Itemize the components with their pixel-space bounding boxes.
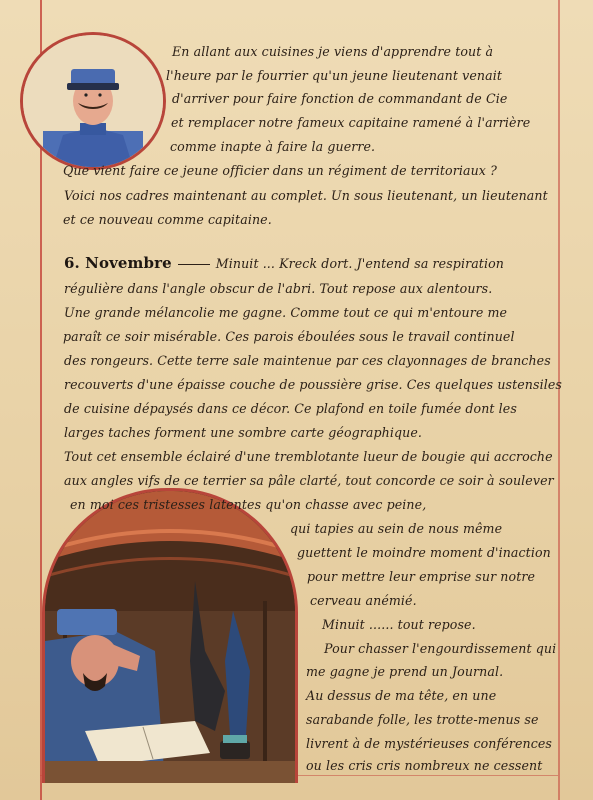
date-dash [178, 264, 210, 265]
text-line: Voici nos cadres maintenant au complet. Un sous lieutenant, un lieutenant [64, 188, 548, 203]
text-line: livrent à de mystérieuses conférences [306, 736, 552, 751]
text-line: et remplacer notre fameux capitaine ramené à l'arrière [171, 115, 531, 130]
text-line: En allant aux cuisines je viens d'apprendre tout à [172, 44, 494, 59]
text-line: guettent le moindre moment d'inaction [297, 545, 551, 560]
text-line: cerveau anémié. [310, 593, 417, 608]
text-line: Tout cet ensemble éclairé d'une tremblotante lueur de bougie qui accroche [64, 449, 553, 464]
soldier-portrait-illustration [20, 32, 166, 170]
entry-date: 6. Novembre [64, 254, 172, 272]
right-margin-line [558, 0, 560, 800]
entry-heading [64, 254, 504, 272]
text-line: sarabande folle, les trotte-menus se [306, 712, 539, 727]
text-line: et ce nouveau comme capitaine. [63, 212, 272, 227]
text-line: ou les cris cris nombreux ne cessent [306, 758, 543, 773]
text-line: Une grande mélancolie me gagne. Comme tout ce qui m'entoure me [64, 305, 508, 320]
text-line: larges taches forment une sombre carte géographique. [64, 425, 423, 440]
text-line: l'heure par le fourrier qu'un jeune lieutenant venait [166, 68, 503, 83]
text-line: aux angles vifs de ce terrier sa pâle clarté, tout concorde ce soir à soulever [64, 473, 554, 488]
text-line: comme inapte à faire la guerre. [170, 139, 376, 154]
text-line: qui tapies au sein de nous même [290, 521, 503, 536]
text-line: de cuisine dépaysés dans ce décor. Ce plafond en toile fumée dont les [64, 401, 517, 416]
text-line: régulière dans l'angle obscur de l'abri. Tout repose aux alentours. [64, 281, 493, 296]
text-line: en moi ces tristesses latentes qu'on chasse avec peine, [70, 497, 427, 512]
text-line: Au dessus de ma tête, en une [306, 688, 497, 703]
text-line: d'arriver pour faire fonction de commandant de Cie [172, 91, 508, 106]
text-line: pour mettre leur emprise sur notre [307, 569, 536, 584]
text-line: paraît ce soir misérable. Ces parois éboulées sous le travail continuel [63, 329, 515, 344]
entry-first-line: Minuit ... Kreck dort. J'entend sa respiration [215, 256, 504, 271]
text-line: Que vient faire ce jeune officier dans un régiment de territoriaux ? [63, 163, 497, 178]
text-line: Pour chasser l'engourdissement qui [324, 641, 557, 656]
dugout-illustration [42, 488, 298, 783]
text-line: me gagne je prend un Journal. [306, 664, 504, 679]
text-line: Minuit ...... tout repose. [322, 617, 476, 632]
text-line: recouverts d'une épaisse couche de poussière grise. Ces quelques ustensiles [64, 377, 562, 392]
text-line: des rongeurs. Cette terre sale maintenue par ces clayonnages de branches [64, 353, 551, 368]
